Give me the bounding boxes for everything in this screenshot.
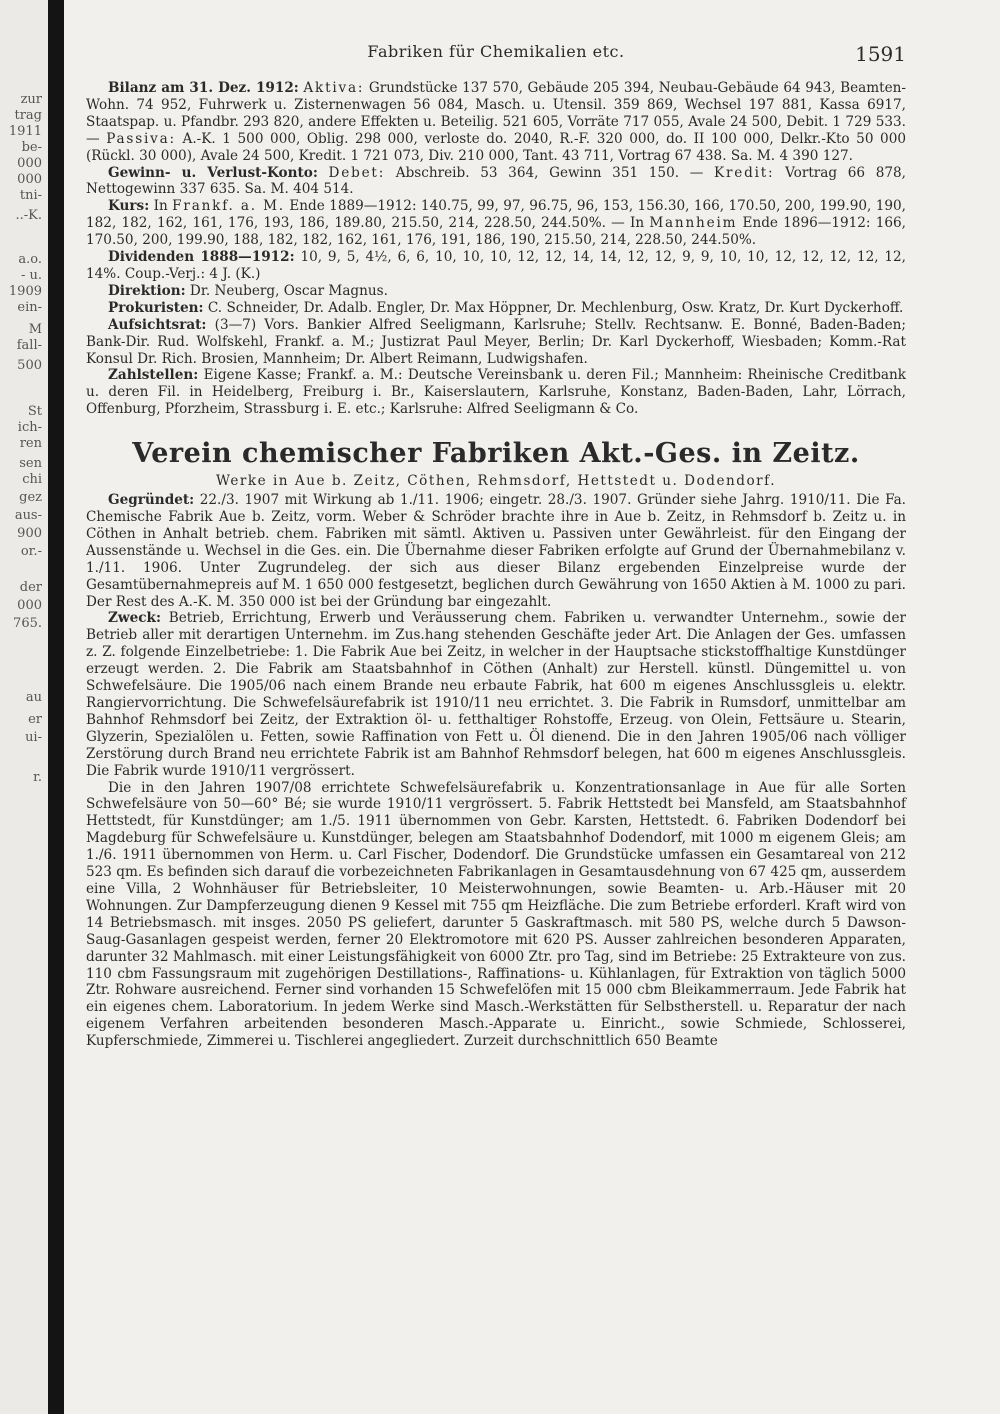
passiva-label: Passiva: (106, 130, 176, 147)
binding-shadow (48, 0, 64, 1414)
kurs-paragraph (86, 198, 906, 249)
margin-fragment: aus- (14, 508, 42, 523)
prokuristen-text: C. Schneider, Dr. Adalb. Engler, Dr. Max Höppner, Dr. Mechlenburg, Osw. Kratz, Dr. Kurt Dyckerhoff. (207, 299, 904, 316)
zahlstellen-text: Eigene Kasse; Frankf. a. M.: Deutsche Vereinsbank u. deren Fil.; Mannheim: Rheinische Creditbank u. deren Fil. in Heidelberg, Freiburg i. Br., Kaiserslautern, Karlsruhe, Konstanz, Baden-Baden, Lahr, Lörrach, Offenburg, Pforzheim, Strassburg i. E. etc.; Karlsruhe: Alfred Seeligmann & Co. (86, 367, 906, 418)
page-body (86, 42, 906, 1050)
margin-fragment: fall- (16, 338, 42, 353)
zahlstellen-label: Zahlstellen: (108, 367, 199, 384)
margin-fragment: St (27, 404, 42, 419)
bilanz-paragraph (86, 80, 906, 165)
kurs-text-frankfurt: Ende 1889—1912: 140.75, 99, 97, 96.75, 96, 153, 156.30, 166, 170.50, 200, 199.90, 190, 182, 182, 162, 161, 176, 193, 186, 189.80, 215.50, 214, 228.50, 244.50%. — In (86, 198, 907, 232)
dividenden-label: Dividenden 1888—1912: (108, 249, 295, 266)
aufsichtsrat-text: (3—7) Vors. Bankier Alfred Seeligmann, Karlsruhe; Stellv. Rechtsanw. E. Bonné, Baden-Baden; Bank-Dir. Rud. Wolfskehl, Frankf. a. M.; Justizrat Paul Meyer, Berlin; Dr. Karl Dyckerhoff, Wiesbaden; Komm.-Rat Konsul Dr. Rich. Brosien, Mannheim; Dr. Albert Reimann, Ludwigshafen. (86, 316, 906, 367)
aufsichtsrat-label: Aufsichtsrat: (108, 316, 207, 333)
margin-fragment: r. (33, 770, 42, 785)
margin-fragment: be- (21, 140, 42, 155)
gegruendet-paragraph (86, 492, 906, 610)
bilanz-passiva-text: A.-K. 1 500 000, Oblig. 298 000, verloste do. 2040, R.-F. 320 000, do. II 100 000, Delkr.-Kto 50 000 (Rückl. 30 000), Avale 24 500, Kredit. 1 721 073, Div. 210 000, Tant. 43 711, Vortrag 67 438. Sa. M. 4 390 127. (86, 130, 907, 164)
margin-fragment: 1909 (8, 284, 42, 299)
bilanz-aktiva-text: Grundstücke 137 570, Gebäude 205 394, Neubau-Gebäude 64 943, Beamten-Wohn. 74 952, Fuhrwerk u. Zisternenwagen 56 084, Masch. u. Utensil. 359 869, Wechsel 197 881, Kassa 6917, Staatspap. u. Pfandbr. 293 820, andere Effekten u. Beteilig. 521 605, Vorräte 717 055, Avale 24 500, Debit. 1 729 533. — (86, 80, 906, 147)
adjacent-page-margin (0, 0, 48, 1414)
kurs-mannheim: Mannheim (649, 215, 738, 232)
zweck-label: Zweck: (108, 610, 161, 627)
margin-fragment: chi (22, 472, 42, 487)
zweck-continued-paragraph (86, 780, 906, 1051)
company-subtitle: Werke in Aue b. Zeitz, Cöthen, Rehmsdorf, Hettstedt u. Dodendorf. (215, 473, 777, 490)
margin-fragment: a.o. (18, 252, 42, 267)
margin-fragment: 500 (17, 358, 42, 373)
zahlstellen-paragraph (86, 367, 906, 418)
kurs-label: Kurs: (108, 198, 150, 215)
prokuristen-label: Prokuristen: (108, 299, 204, 316)
margin-fragment: sen (19, 456, 42, 471)
margin-fragment: au (25, 690, 42, 705)
direktion-label: Direktion: (108, 282, 186, 299)
aktiva-label: Aktiva: (303, 80, 365, 96)
zweck-paragraph (86, 610, 906, 779)
zweck-text-part-1: Betrieb, Errichtung, Erwerb und Veräusserung chem. Fabriken u. verwandter Unternehm., sowie der Betrieb aller mit derartigen Unternehm. im Zus.hang stehenden Geschäfte jeder Art. Die Anlagen der Ges. umfassen z. Z. folgende Einzelbetriebe: 1. Die Fabrik Aue bei Zeitz, in welcher in der Hauptsache stickstoffhaltige Kunstdünger erzeugt werden. 2. Die Fabrik am Staatsbahnhof in Cöthen (Anhalt) zur Herstell. künstl. Düngemittel u. von Schwefelsäure. Die 1905/06 nach einem Brande neu erbaute Fabrik, hat 600 m eigenes Anschlussgleis u. elektr. Rangiervorrichtung. Die Schwefelsäurefabrik ist 1910/11 neu errichtet. 3. Die Fabrik in Rumsdorf, unmittelbar am Bahnhof Rehmsdorf bei Zeitz, der Extraktion öl- u. fetthaltiger Rohstoffe, Erzeug. von Olein, Fettsäure u. Stearin, Glyzerin, Spezialölen u. Fetten, sowie Raffination von Fett u. Öl dienend. Die in den Jahren 1905/06 nach völliger Zerstörung durch Brand neu errichtete Fabrik ist am Bahnhof Rehmsdorf belegen, hat 600 m eigenes Anschlussgleis. Die Fabrik wurde 1910/11 vergrössert. (86, 610, 906, 779)
margin-fragment: tni- (19, 188, 42, 203)
margin-fragment: 000 (17, 172, 42, 187)
debet-label: Debet: (328, 164, 386, 181)
margin-fragment: ich- (17, 420, 42, 435)
gewinn-debet-text: Abschreib. 53 364, Gewinn 351 150. — (395, 164, 704, 181)
margin-fragment: or.- (20, 544, 42, 559)
gewinn-paragraph (86, 165, 906, 199)
page-number: 1591 (855, 42, 906, 66)
kurs-in: In (153, 198, 168, 215)
margin-fragment: 765. (13, 616, 42, 631)
prokuristen-paragraph (86, 300, 906, 317)
margin-fragment: ein- (17, 300, 42, 315)
margin-fragment: 1911 (8, 124, 42, 139)
margin-fragment: - u. (20, 268, 42, 283)
bilanz-label: Bilanz am 31. Dez. 1912: (108, 80, 299, 96)
margin-fragment: ren (19, 436, 42, 451)
gewinn-label: Gewinn- u. Verlust-Konto: (108, 164, 318, 181)
margin-fragment: trag (14, 108, 42, 123)
gewinn-kredit-text: Vortrag 66 878, Nettogewinn 337 635. Sa. M. 404 514. (86, 164, 906, 198)
margin-fragment: 000 (17, 156, 42, 171)
margin-fragment: der (19, 580, 42, 595)
margin-fragment: 900 (17, 526, 42, 541)
aufsichtsrat-paragraph (86, 317, 906, 368)
running-title: Fabriken für Chemikalien etc. (367, 42, 625, 61)
kurs-frankfurt: Frankf. a. M. (172, 198, 285, 215)
margin-fragment: ..-K. (15, 208, 42, 223)
margin-fragment: 000 (17, 598, 42, 613)
company-title: Verein chemischer Fabriken Akt.-Ges. in Zeitz. (132, 438, 860, 470)
margin-fragment: zur (20, 92, 42, 107)
direktion-text: Dr. Neuberg, Oscar Magnus. (189, 282, 388, 299)
zweck-text-part-2: Die in den Jahren 1907/08 errichtete Schwefelsäurefabrik u. Konzentrationsanlage in Aue für alle Sorten Schwefelsäure von 50—60° Bé; sie wurde 1910/11 vergrössert. 5. Fabrik Hettstedt bei Mansfeld, am Staatsbahnhof Hettstedt, für Kunstdünger; am 1./5. 1911 übernommen von Gebr. Karsten, Hettstedt. 6. Fabriken Dodendorf bei Magdeburg für Schwefelsäure u. Kunstdünger, belegen am Staatsbahnhof Dodendorf, mit 1000 m eigenem Gleis; am 1./6. 1911 übernommen von Herm. u. Carl Fischer, Dodendorf. Die Grundstücke umfassen ein Gesamtareal von 212 523 qm. Es befinden sich darauf die vorbezeichneten Fabrikanlagen in Gesamtausdehnung von 67 425 qm, ausserdem eine Villa, 2 Wohnhäuser für Betriebsleiter, 10 Meisterwohnungen, sowie Beamten- u. Arb.-Häuser mit 20 Wohnungen. Zur Dampferzeugung dienen 9 Kessel mit 755 qm Heizfläche. Die zum Betriebe erforderl. Kraft wird von 14 Betriebsmasch. mit insges. 2050 PS geliefert, darunter 5 Gaskraftmasch. mit 580 PS, welche durch 5 Dawson-Saug-Gasanlagen gespeist werden, ferner 20 Elektromotore mit 620 PS. Ausser zahlreichen besonderen Apparaten, darunter 32 Mahlmasch. mit einer Leistungsfähigkeit von 6000 Ztr. pro Tag, sind im Betriebe: 25 Extrakteure von zus. 110 cbm Fassungsraum mit zugehörigen Destillations-, Raffinations- u. Kühlanlagen, für Extraktion von täglich 5000 Ztr. Rohware ausreichend. Ferner sind vorhanden 15 Schwefelöfen mit 15 000 cbm Bleikammerraum. Jede Fabrik hat ein eigenes chem. Laboratorium. In jedem Werke sind Masch.-Werkstätten für Selbstherstell. u. Reparatur der nach eigenem Verfahren arbeitenden besonderen Masch.-Apparate u. Einricht., sowie Schmiede, Schlosserei, Kupferschmiede, Zimmerei u. Tischlerei angegliedert. Zurzeit durchschnittlich 650 Beamte (86, 779, 906, 1050)
direktion-paragraph (86, 283, 906, 300)
margin-fragment: ui- (25, 730, 42, 745)
kurs-text-mannheim: Ende 1896—1912: 166, 170.50, 200, 199.90, 188, 182, 182, 162, 161, 176, 191, 186, 190, 215.50, 214, 228.50, 244.50%. (86, 215, 906, 249)
margin-fragment: er (28, 712, 42, 727)
running-header (86, 42, 906, 74)
gegruendet-text: 22./3. 1907 mit Wirkung ab 1./11. 1906; eingetr. 28./3. 1907. Gründer siehe Jahrg. 1910/11. Die Fa. Chemische Fabrik Aue b. Zeitz, vorm. Weber & Schröder brachte ihre in Aue b. Zeitz, in Rehmsdorf b. Zeitz u. in Cöthen in Anhalt betrieb. chem. Fabriken mit sämtl. Aktiven u. Passiven unter Gewährleist. für den Eingang der Aussenstände u. Wechsel in die Ges. ein. Die Übernahme dieser Fabriken erfolgte auf Grund der Übernahmebilanz v. 1./11. 1906. Unter Zugrundeleg. der sich aus dieser Bilanz ergebenden Einzelpreise wurde der Gesamtübernahmepreis auf M. 1 650 000 festgesetzt, beglichen durch Gewährung von 1650 Aktien à M. 1000 zu pari. Der Rest des A.-K. M. 350 000 ist bei der Gründung bar eingezahlt. (86, 492, 906, 610)
dividenden-paragraph (86, 249, 906, 283)
margin-fragment: M (28, 322, 42, 337)
margin-fragment: gez (19, 490, 42, 505)
gegruendet-label: Gegründet: (108, 492, 195, 509)
dividenden-text: 10, 9, 5, 4½, 6, 6, 10, 10, 10, 12, 12, 14, 14, 12, 12, 9, 9, 10, 10, 12, 12, 12, 12, 12, 14%. Coup.-Verj.: 4 J. (K.) (86, 249, 907, 282)
kredit-label: Kredit: (714, 164, 775, 181)
